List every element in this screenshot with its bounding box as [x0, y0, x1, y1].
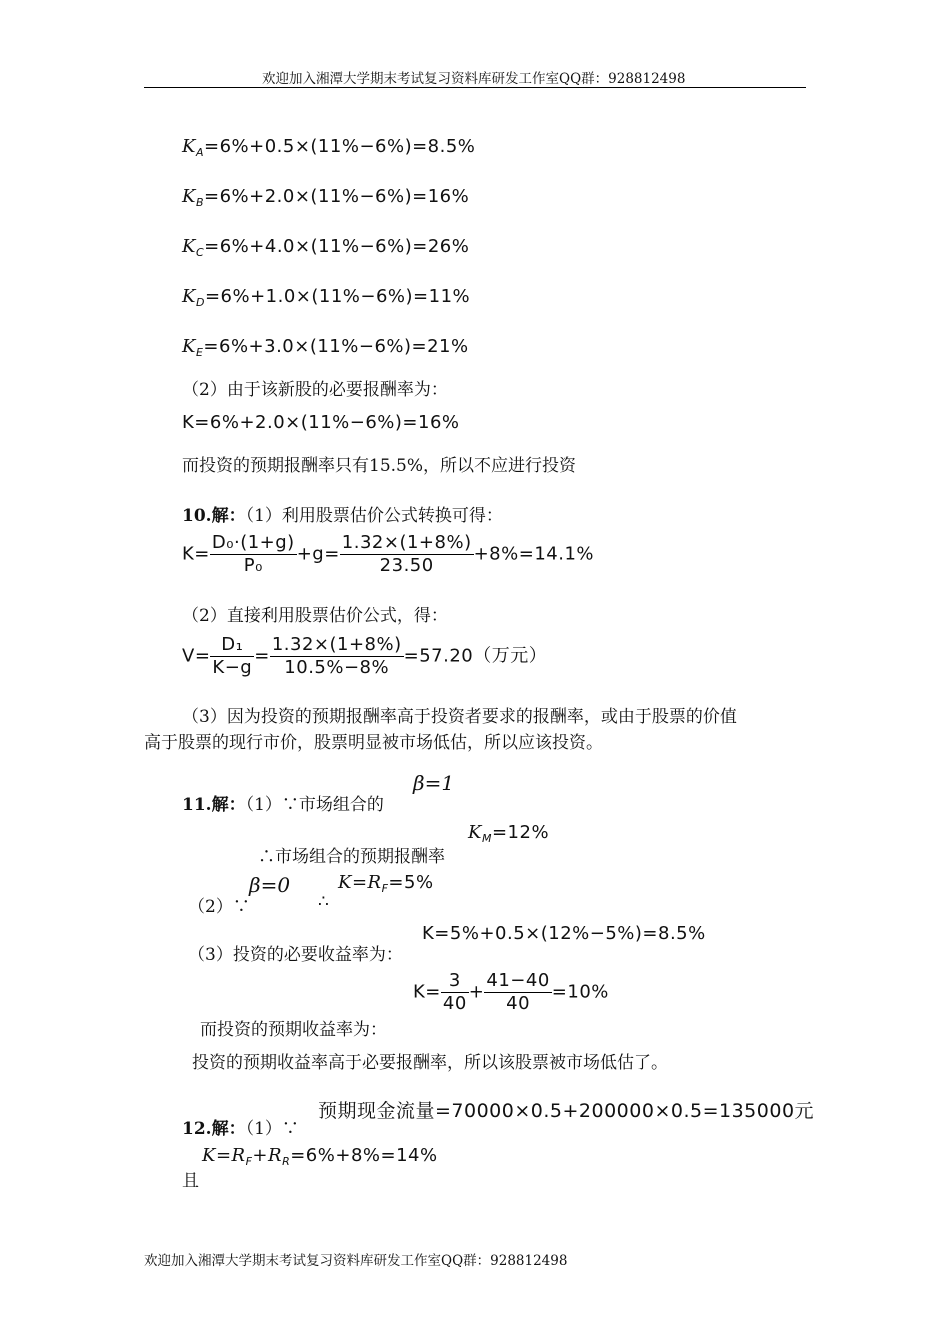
equation-kd — [182, 286, 470, 309]
q12-cashflow: 预期现金流量=70000×0.5+200000×0.5=135000元 — [318, 1100, 815, 1122]
plus-r: +R — [252, 1145, 283, 1166]
plus: + — [468, 981, 485, 1003]
equation-kc — [182, 236, 469, 259]
fraction — [210, 532, 297, 577]
q12-part1-label: （1）∵ — [245, 1119, 299, 1139]
q10-part3-line1: （3）因为投资的预期报酬率高于投资者要求的报酬率，或由于股票的价值 — [182, 707, 737, 727]
q10-part3-line2: 高于股票的现行市价，股票明显被市场低估，所以应该投资。 — [144, 733, 603, 753]
q11-heading — [182, 790, 384, 815]
q11-km — [468, 822, 549, 845]
var-k: K — [182, 136, 196, 157]
k-r: K=R — [338, 872, 382, 893]
sub-b: B — [195, 196, 204, 209]
q9-part2-equation: K=6%+2.0×(11%−6%)=16% — [182, 412, 460, 433]
q11-expected-label: 而投资的预期收益率为： — [200, 1020, 387, 1040]
sub-r: R — [282, 1155, 291, 1168]
expr: =6%+1.0×(11%−6%)=11% — [204, 286, 471, 307]
q12-and-label: 且 — [182, 1171, 199, 1191]
expr: =6%+4.0×(11%−6%)=26% — [204, 236, 470, 257]
fraction — [340, 532, 474, 577]
var-k: K — [182, 236, 196, 257]
q12-k-equation — [202, 1145, 438, 1168]
q11-equation-3 — [413, 970, 609, 1015]
q10-heading — [182, 501, 503, 526]
fraction — [484, 970, 551, 1015]
denominator: 40 — [442, 993, 467, 1014]
sub-f: F — [245, 1155, 253, 1168]
q11-title: 11.解： — [182, 795, 246, 815]
q11-conclusion: 投资的预期收益率高于必要报酬率，所以该股票被市场低估了。 — [192, 1053, 668, 1073]
q9-conclusion: 而投资的预期报酬率只有15.5%，所以不应进行投资 — [182, 456, 577, 476]
numerator: 3 — [441, 970, 469, 993]
page-header: 欢迎加入湘潭大学期末考试复习资料库研发工作室QQ群：928812498 — [262, 71, 686, 87]
q10-part2-label: （2）直接利用股票估价公式，得： — [182, 606, 448, 626]
sub-d: D — [195, 296, 205, 309]
denominator: P₀ — [243, 555, 263, 576]
equation-kb — [182, 186, 469, 209]
q10-equation-2 — [182, 634, 547, 679]
denominator: 23.50 — [379, 555, 434, 576]
beta-eq: β=1 — [413, 771, 455, 795]
lhs: K= — [413, 981, 441, 1003]
equation-ka — [182, 136, 475, 159]
q11-part3-equation: K=5%+0.5×(12%−5%)=8.5% — [422, 923, 706, 944]
page-footer: 欢迎加入湘潭大学期末考试复习资料库研发工作室QQ群：928812498 — [144, 1253, 568, 1269]
q11-therefore-2: ∴ — [318, 892, 329, 912]
sub-f: F — [381, 882, 389, 895]
q9-part2-label: （2）由于该新股的必要报酬率为： — [182, 380, 448, 400]
q11-part3-label: （3）投资的必要收益率为： — [188, 945, 403, 965]
expr: =6%+3.0×(11%−6%)=21% — [203, 336, 469, 357]
q11-beta-0 — [249, 873, 290, 897]
q10-equation-1 — [182, 532, 594, 577]
denominator: 10.5%−8% — [284, 657, 390, 678]
rhs: =57.20（万元） — [403, 645, 548, 667]
equation-ke — [182, 336, 469, 359]
sub-a: A — [195, 146, 204, 159]
expr: =5% — [388, 872, 434, 893]
expr: =12% — [491, 822, 550, 843]
q11-therefore-label: ∴市场组合的预期报酬率 — [258, 847, 445, 867]
q11-k-rf — [338, 872, 434, 895]
fraction — [210, 634, 254, 679]
fraction — [270, 634, 404, 679]
var-k: K — [182, 286, 196, 307]
q11-part2-prefix: （2）∵ — [188, 897, 250, 917]
expr: =6%+2.0×(11%−6%)=16% — [204, 186, 470, 207]
header-rule — [144, 87, 806, 88]
beta-eq: β=0 — [249, 873, 291, 897]
q10-title: 10.解： — [182, 506, 246, 526]
sub-m: M — [481, 832, 492, 845]
expr: =6%+8%=14% — [290, 1145, 438, 1166]
denominator: 40 — [506, 993, 531, 1014]
rhs: +8%=14.1% — [473, 543, 594, 565]
numerator: 1.32×(1+8%) — [271, 634, 402, 655]
sub-c: C — [195, 246, 205, 259]
numerator: 41−40 — [486, 970, 550, 991]
q10-part1-label: （1）利用股票估价公式转换可得： — [245, 506, 503, 526]
lhs: V= — [182, 645, 211, 667]
expr: =6%+0.5×(11%−6%)=8.5% — [203, 136, 476, 157]
var-k: K — [182, 336, 196, 357]
q11-part1-label: （1）∵市场组合的 — [245, 795, 384, 815]
lhs: K= — [182, 543, 210, 565]
numerator: D₁ — [210, 634, 254, 657]
var-k: K — [182, 186, 196, 207]
denominator: K−g — [212, 657, 253, 678]
rhs: =10% — [551, 981, 609, 1003]
q12-title: 12.解： — [182, 1119, 246, 1139]
var-k: K — [468, 822, 482, 843]
numerator: D₀·(1+g) — [211, 532, 295, 553]
fraction — [441, 970, 469, 1015]
mid: +g= — [296, 543, 340, 565]
numerator: 1.32×(1+8%) — [341, 532, 472, 553]
q12-heading — [182, 1114, 299, 1139]
k-r: K=R — [202, 1145, 246, 1166]
mid: = — [254, 645, 270, 667]
sub-e: E — [195, 346, 204, 359]
q11-beta-1 — [413, 771, 454, 795]
